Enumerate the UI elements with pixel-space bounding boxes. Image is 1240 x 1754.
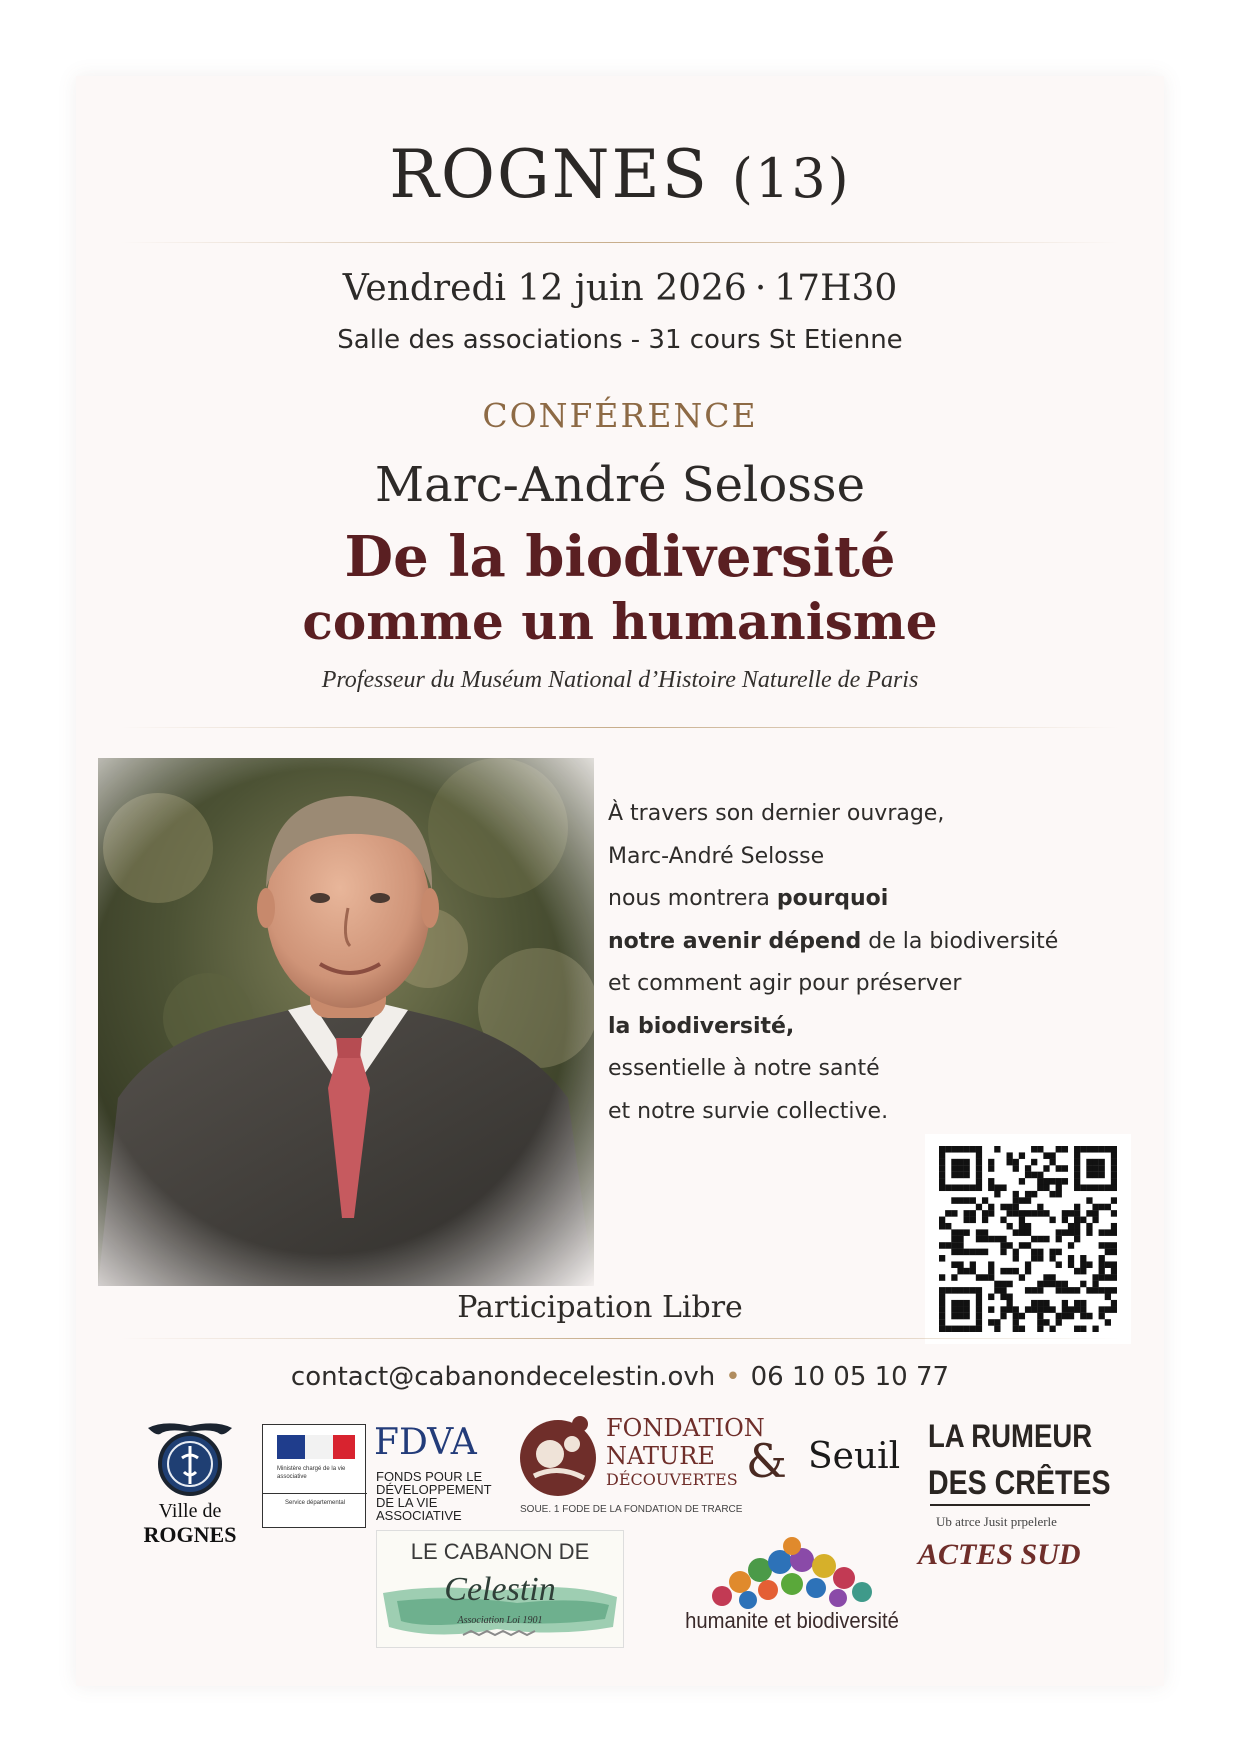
event-date: Vendredi 12 juin 2026 (342, 268, 747, 309)
description-text-bold: pourquoi (776, 886, 889, 911)
qr-code[interactable] (925, 1134, 1131, 1344)
logo-le-cabanon-de-celestin (376, 1530, 624, 1648)
department-number: (13) (731, 147, 851, 210)
logo-humanite-et-biodiversite (668, 1534, 916, 1644)
logo-seuil: Seuil (808, 1436, 901, 1477)
logo-ville-de-rognes (134, 1418, 246, 1546)
event-date-line (0, 268, 1240, 309)
fondation-line3: DÉCOUVERTES (606, 1470, 738, 1489)
rognes-crest-icon (134, 1418, 246, 1498)
logo-fdva (372, 1422, 508, 1532)
description-line (608, 1006, 1088, 1049)
description-text-bold: notre avenir dépend (608, 928, 862, 954)
description-line: et notre survie collective. (608, 1098, 889, 1124)
description-line: À travers son dernier ouvrage, (608, 801, 945, 826)
fdva-acronym: FDVA (374, 1422, 477, 1463)
description-line (608, 921, 1088, 964)
section-divider (120, 727, 1120, 728)
conference-title-line2: comme un humanisme (302, 592, 938, 651)
fondation-line2: NATURE (606, 1442, 715, 1470)
cabanon-line3: Association Loi 1901 (457, 1615, 543, 1626)
event-venue: Salle des associations - 31 cours St Etienne (337, 325, 903, 355)
rognes-logo-line1: Ville de (158, 1500, 222, 1522)
contact-separator: • (725, 1362, 741, 1392)
participation-label: Participation Libre (457, 1290, 743, 1325)
rumeur-line1: LA RUMEUR (928, 1418, 1093, 1454)
description-line: Marc-André Selosse (608, 843, 825, 869)
description-text-plain: nous montrera (608, 886, 777, 911)
town-title (0, 136, 1240, 213)
event-kicker: CONFÉRENCE (482, 396, 758, 435)
description-line: et comment agir pour préserver (608, 971, 962, 996)
humanite-label: humanite et biodiversité (685, 1608, 899, 1633)
logo-la-rumeur-des-cretes (924, 1418, 1111, 1536)
event-time: 17H30 (774, 268, 898, 309)
logo-fondation-nature-decouvertes (514, 1414, 794, 1510)
cabanon-line2: Celestin (444, 1571, 556, 1608)
contact-phone[interactable]: 06 10 05 10 77 (750, 1362, 950, 1392)
fondation-tagline: SOUE. 1 FODE DE LA FONDATION DE TRARCE (520, 1504, 743, 1515)
fdva-line1: FONDS POUR LE (376, 1469, 483, 1484)
gov-logo-text2: Service départemental (285, 1500, 346, 1506)
rumeur-tagline: Ub atrce Jusit prpelerle (936, 1514, 1057, 1529)
logo-actes-sud: ACTES SUD (918, 1538, 1081, 1571)
speaker-portrait (98, 758, 594, 1286)
fondation-emblem-icon (514, 1414, 602, 1502)
date-separator: · (754, 268, 767, 309)
fondation-line1: FONDATION (606, 1414, 765, 1442)
humanite-mosaic-icon (668, 1534, 916, 1610)
fdva-line3: DE LA VIE (376, 1495, 438, 1510)
rumeur-line2: DES CRÊTES (928, 1464, 1111, 1502)
speaker-credential: Professeur du Muséum National d’Histoire Naturelle de Paris (321, 667, 919, 693)
description-line: essentielle à notre santé (608, 1056, 880, 1081)
description-text (608, 793, 1088, 1133)
description-line (608, 878, 1088, 921)
cabanon-line1: LE CABANON DE (410, 1539, 590, 1564)
contact-email[interactable]: contact@cabanondecelestin.ovh (290, 1362, 716, 1392)
contact-line (0, 1362, 1240, 1392)
description-text-bold: la biodiversité, (608, 1013, 795, 1039)
description-text-plain: de la biodiversité (861, 928, 1059, 954)
town-name: ROGNES (389, 136, 709, 213)
header-divider (120, 242, 1120, 243)
conference-title-line1: De la biodiversité (344, 524, 896, 590)
rognes-logo-line2: ROGNES (143, 1522, 237, 1547)
gov-logo-text1: Ministère chargé de la vie associative (277, 1466, 346, 1480)
footer-divider (120, 1338, 1120, 1339)
fdva-line2: DÉVELOPPEMENT (376, 1482, 492, 1497)
logo-republique-francaise (262, 1424, 366, 1528)
speaker-name: Marc-André Selosse (375, 457, 865, 513)
fdva-line4: ASSOCIATIVE (376, 1508, 462, 1523)
fondation-ampersand: & (746, 1434, 787, 1488)
